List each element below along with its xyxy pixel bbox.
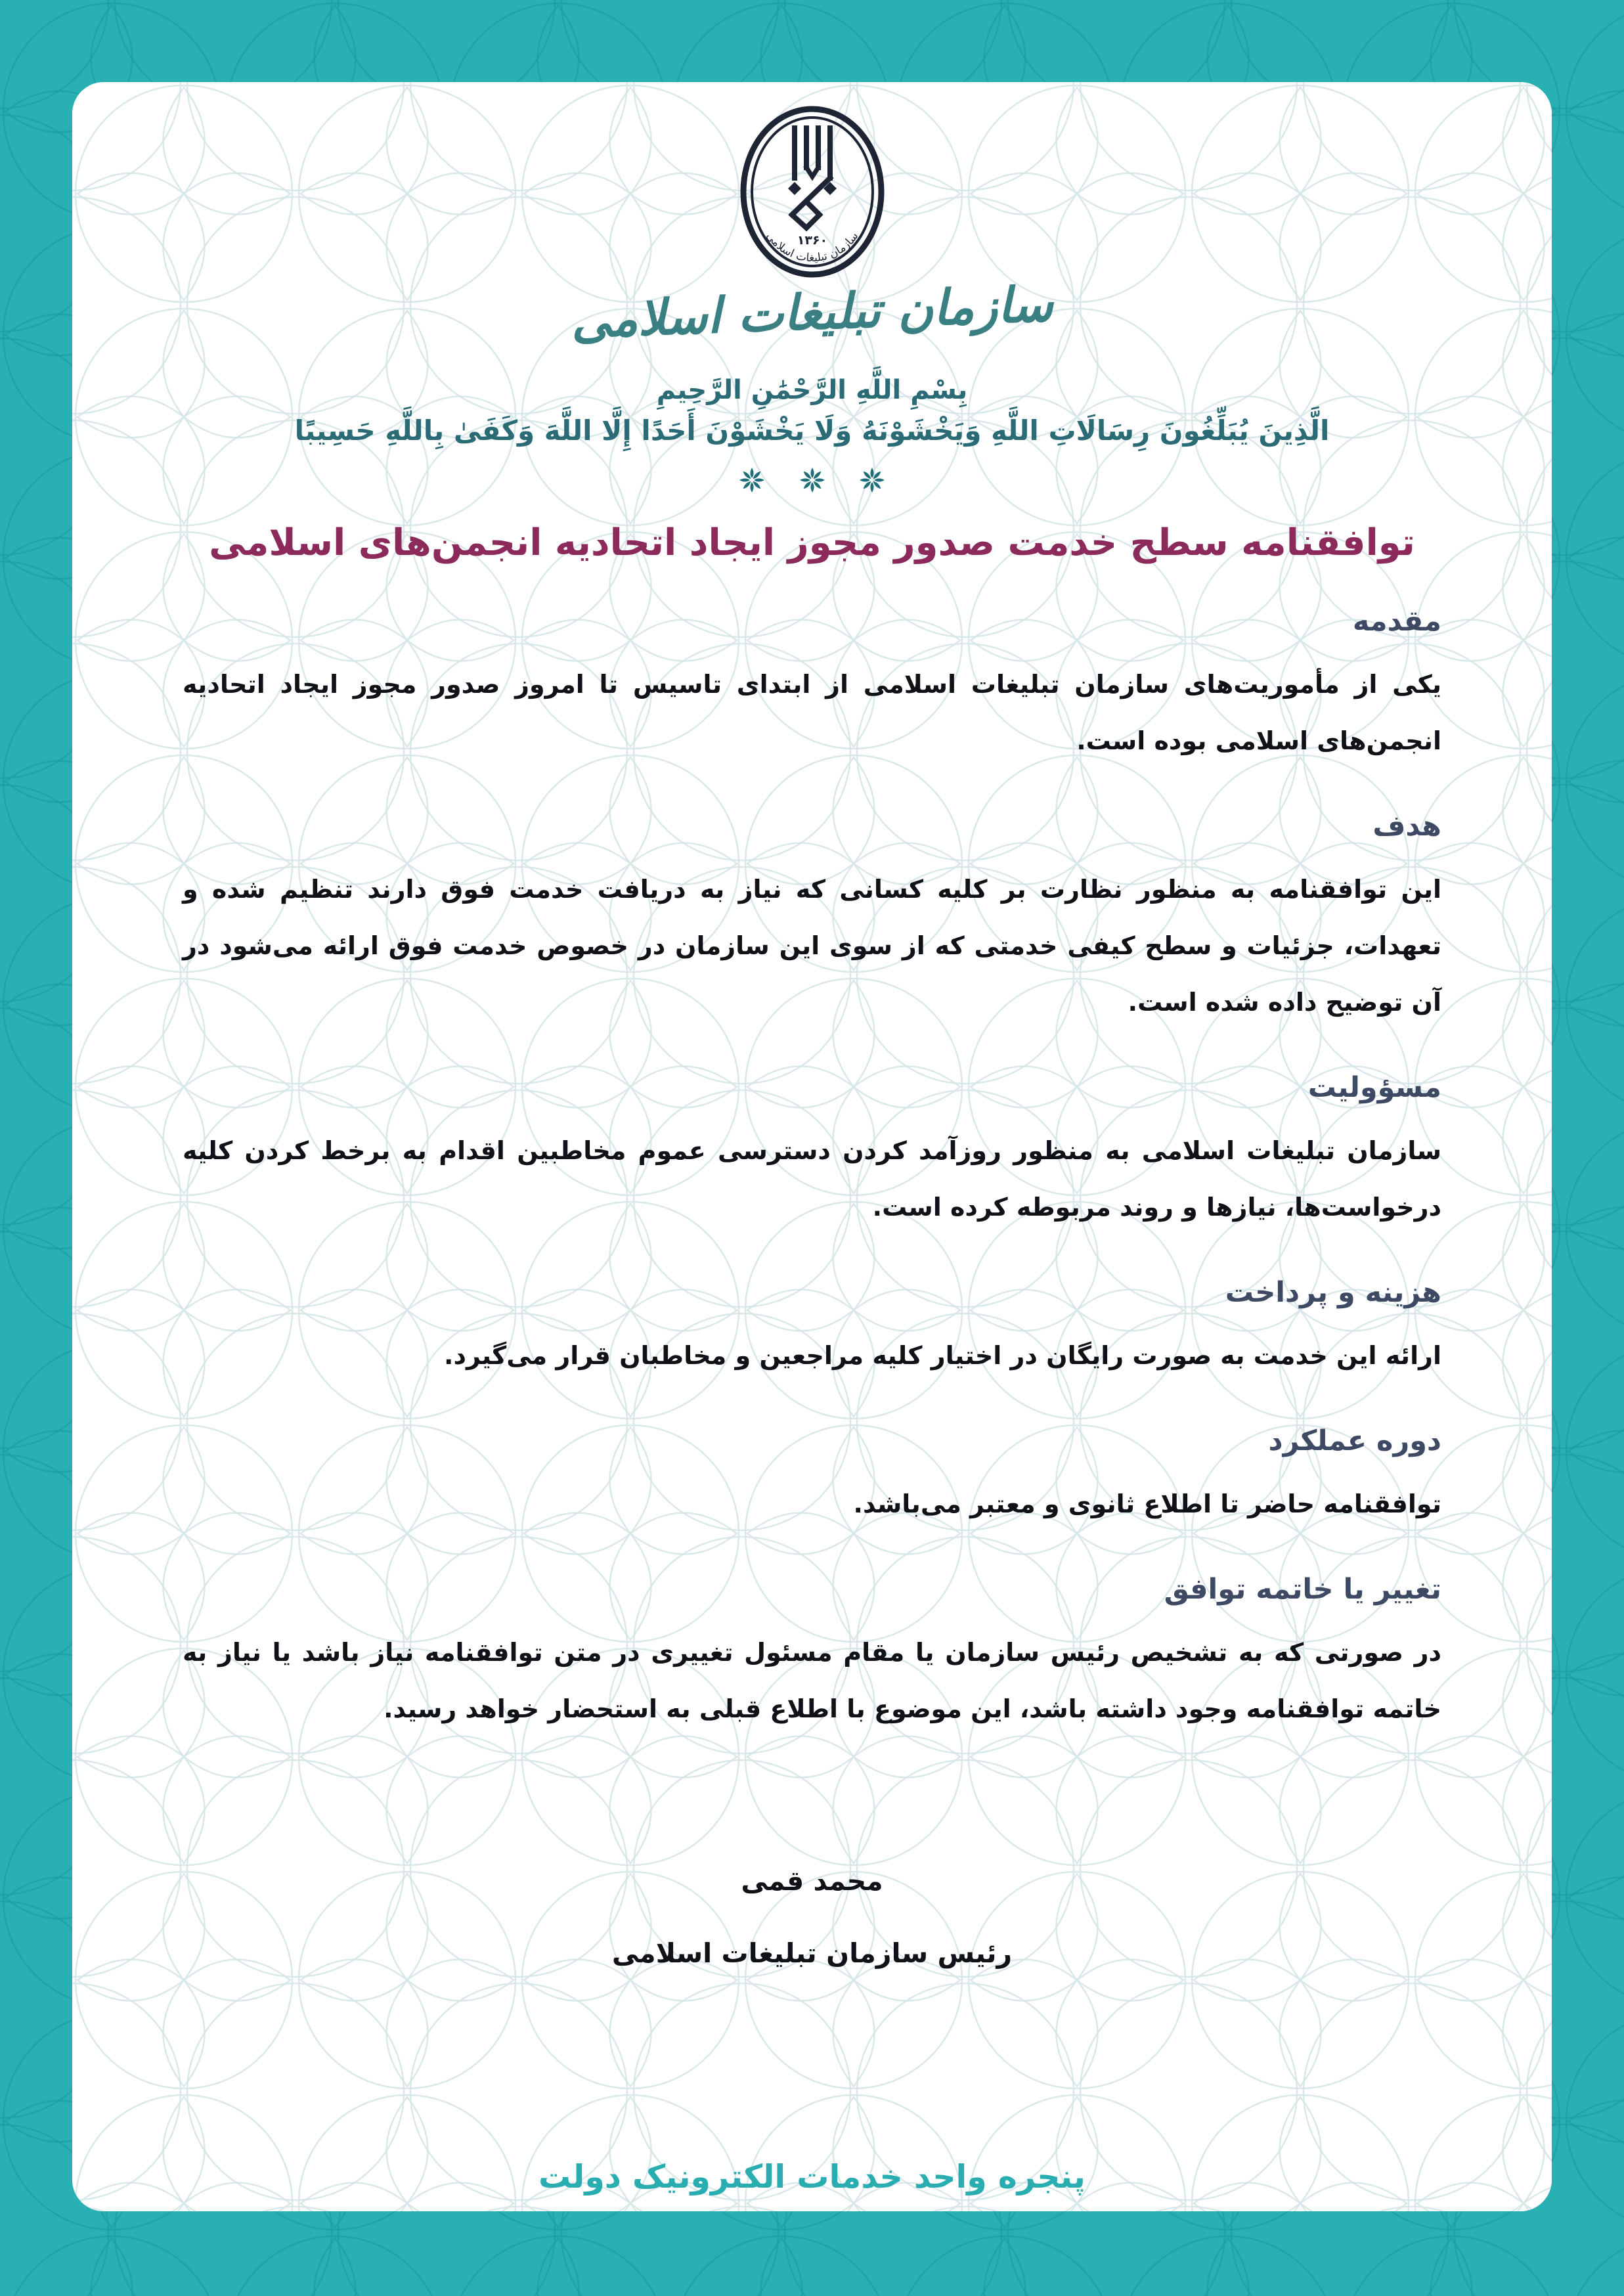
section-heading: دوره عملکرد: [1268, 1424, 1441, 1457]
document-content: [72, 82, 1552, 1969]
org-wordmark: سازمان تبلیغات اسلامی: [570, 276, 1054, 349]
signature-name: محمد قمی: [741, 1865, 883, 1897]
teardrop-asterisk-icon: [799, 466, 826, 494]
emblem-arc-text: سازمان تبلیغات اسلامی: [763, 229, 861, 265]
section-body: یکی از مأموریت‌های سازمان تبلیغات اسلامی از ابتدای تاسیس تا امروز صدور مجوز ایجاد اتحادیه انجمن‌های اسلامی بوده است.: [183, 670, 1441, 755]
org-seal-icon: [736, 104, 889, 279]
quran-verse-text: الَّذِينَ يُبَلِّغُونَ رِسَالَاتِ اللَّهِ وَيَخْشَوْنَهُ وَلَا يَخْشَوْنَ أَحَدًا إِلَّا اللَّهَ وَكَفَىٰ بِاللَّهِ حَسِيبًا: [294, 414, 1330, 447]
section-heading: مقدمه: [1352, 605, 1441, 638]
ornament-divider: [183, 466, 1441, 497]
page-title: توافقنامه سطح خدمت صدور مجوز ایجاد اتحادیه انجمن‌های اسلامی: [209, 521, 1415, 564]
section-heading: هدف: [1372, 810, 1441, 843]
org-emblem: [183, 104, 1441, 349]
footer-text: پنجره واحد خدمات الکترونیک دولت: [538, 2158, 1086, 2196]
bismillah-text: بِسْمِ اللَّهِ الرَّحْمَٰنِ الرَّحِيمِ: [656, 375, 968, 405]
section-responsibility: [183, 1071, 1441, 1235]
signature-title: رئیس سازمان تبلیغات اسلامی: [611, 1937, 1013, 1969]
section-body: سازمان تبلیغات اسلامی به منظور روزآمد کردن دسترسی عموم مخاطبین اقدام به برخط کردن کلیه درخواست‌ها، نیازها و روند مربوطه کرده است.: [183, 1136, 1441, 1222]
section-introduction: [183, 605, 1441, 769]
teardrop-asterisk-icon: [858, 466, 886, 494]
section-cost-payment: [183, 1276, 1441, 1384]
section-goal: [183, 810, 1441, 1030]
section-body: ارائه این خدمت به صورت رایگان در اختیار کلیه مراجعین و مخاطبان قرار می‌گیرد.: [444, 1341, 1441, 1370]
teardrop-asterisk-icon: [738, 466, 766, 494]
document-card: [72, 82, 1552, 2211]
section-change-termination: [183, 1573, 1441, 1737]
section-body: این توافقنامه به منظور نظارت بر کلیه کسانی که نیاز به دریافت خدمت فوق دارند تنظیم شده و تعهدات، جزئیات و سطح کیفی خدمتی که از سوی این سازمان در خصوص خدمت فوق ارائه می‌شود در آن توضیح داده شده است.: [183, 875, 1441, 1017]
section-heading: مسؤولیت: [1307, 1071, 1441, 1104]
emblem-year: ۱۳۶۰: [797, 233, 827, 248]
section-performance-period: [183, 1424, 1441, 1532]
section-heading: تغییر یا خاتمه توافق: [1164, 1573, 1441, 1606]
allah-kufic-calligraphy-icon: [792, 128, 830, 228]
section-heading: هزینه و پرداخت: [1225, 1276, 1441, 1309]
section-body: توافقنامه حاضر تا اطلاع ثانوی و معتبر می‌باشد.: [853, 1490, 1441, 1518]
section-body: در صورتی که به تشخیص رئیس سازمان یا مقام مسئول تغییری در متن توافقنامه نیاز باشد یا نیاز به خاتمه توافقنامه وجود داشته باشد، این موضوع با اطلاع قبلی به استحضار خواهد رسید.: [183, 1638, 1441, 1723]
signature-block: [183, 1865, 1441, 1969]
